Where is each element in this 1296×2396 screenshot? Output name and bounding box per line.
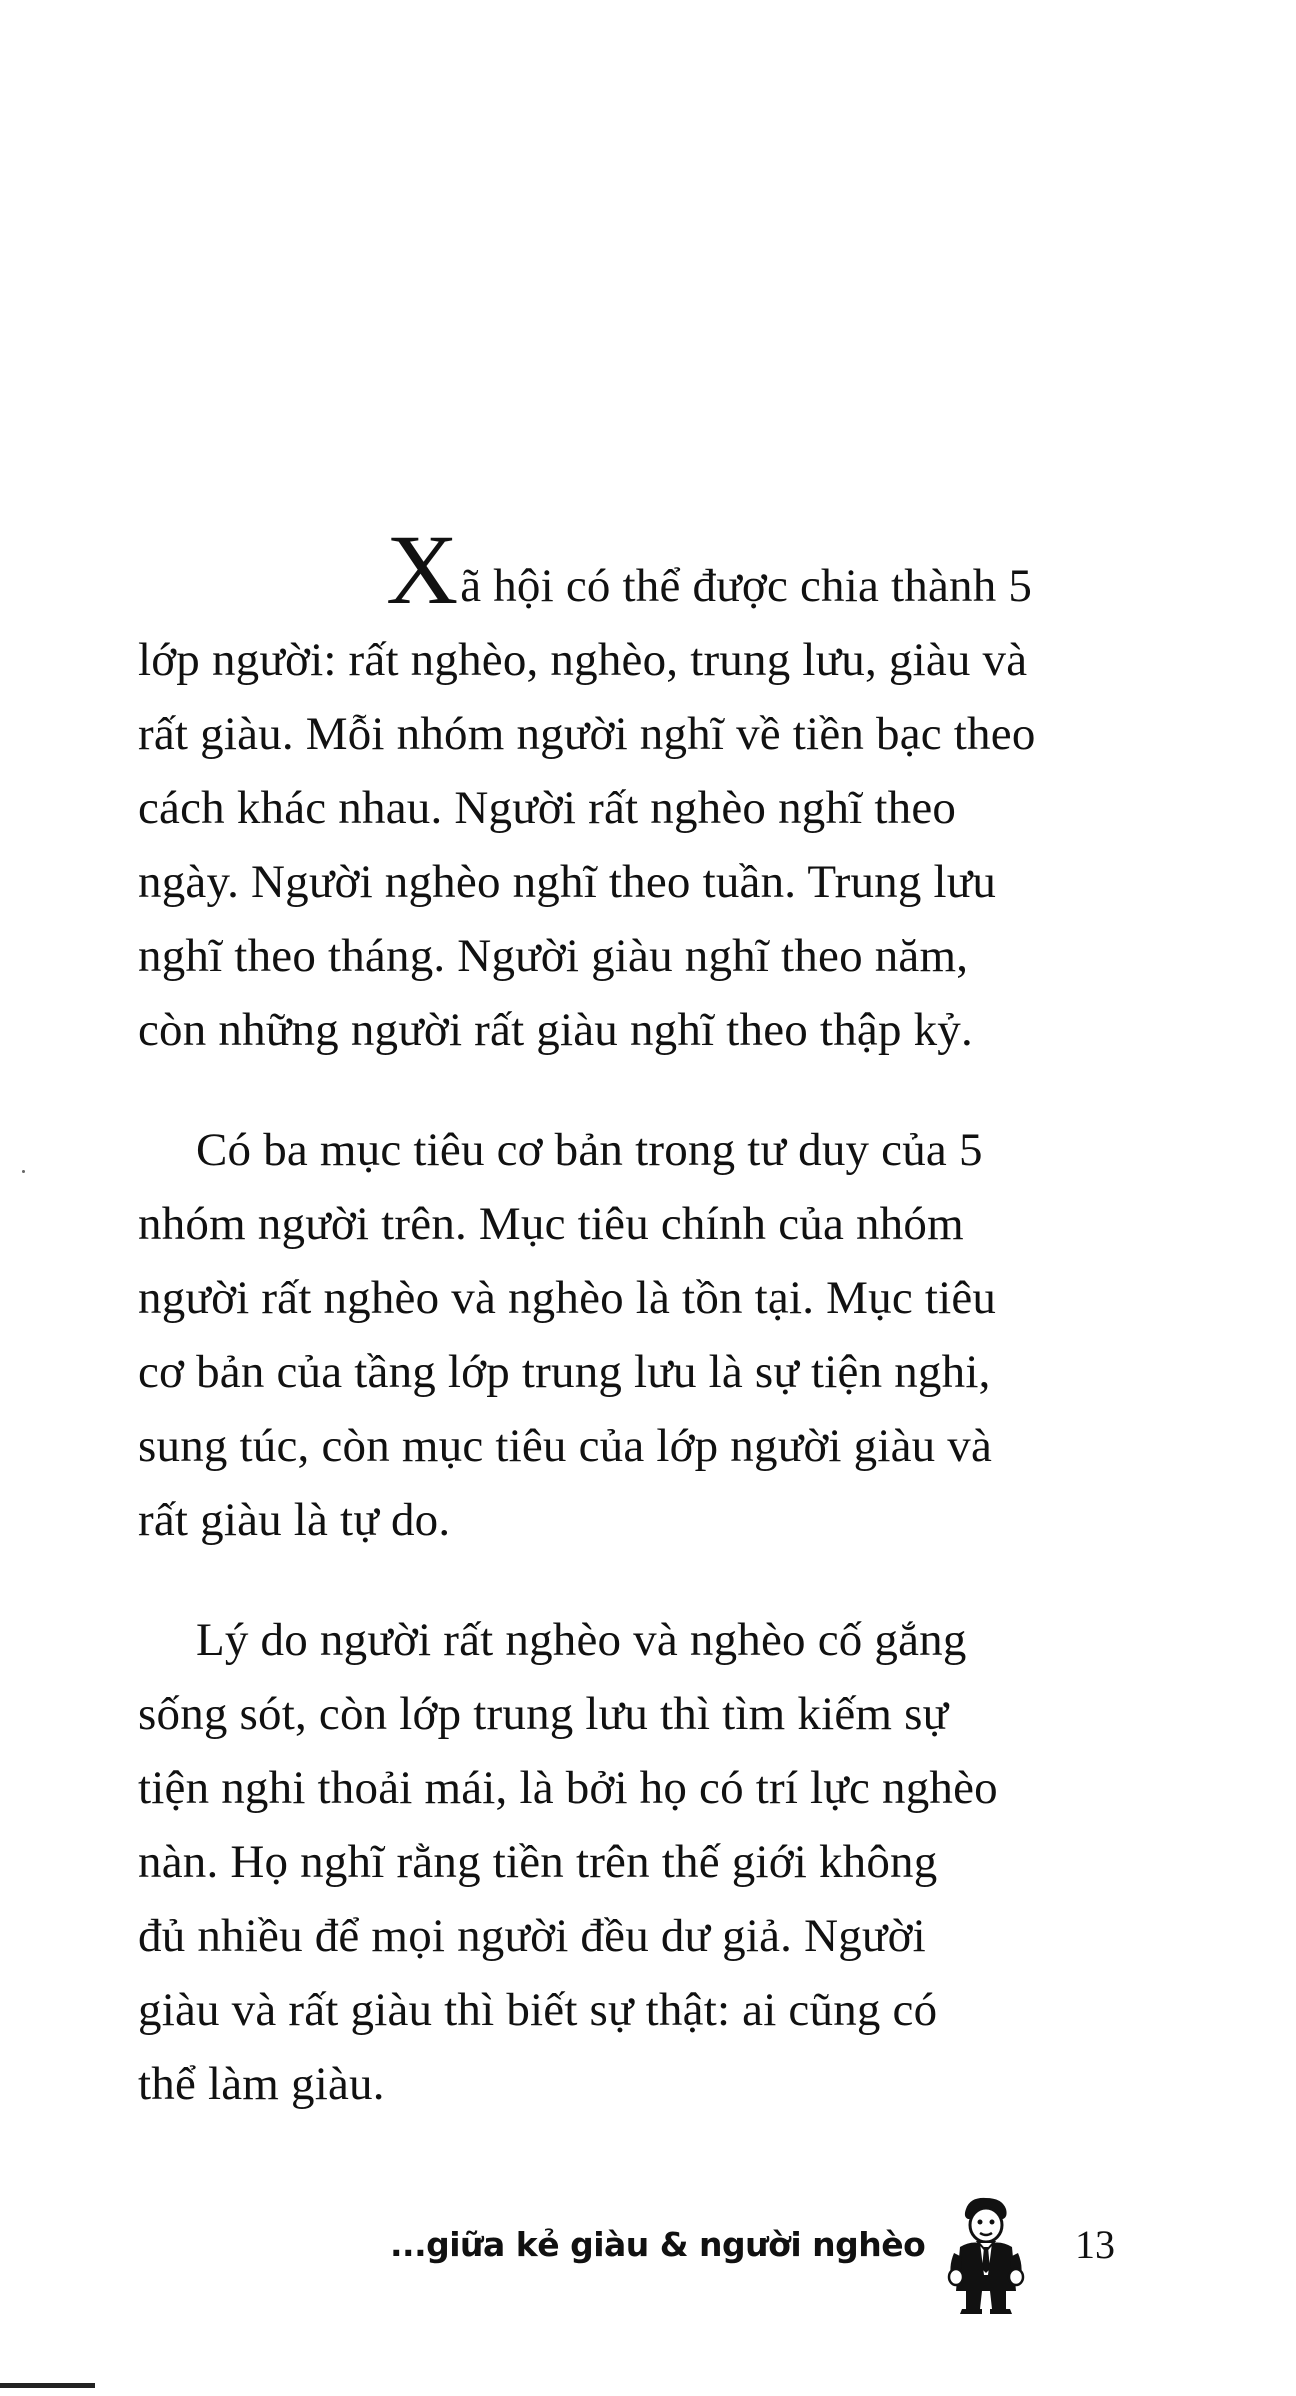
running-head: ...giữa kẻ giàu & người nghèo <box>390 2225 926 2264</box>
line-text: ã hội có thể được chia thành 5 <box>460 560 1033 612</box>
scan-speck <box>22 1170 25 1173</box>
page-number: 13 <box>1075 2222 1115 2267</box>
paragraph-line: cơ bản của tầng lớp trung lưu là sự tiện nghi, <box>138 1346 991 1398</box>
body-text <box>138 514 1108 2167</box>
page-footer <box>0 2195 1296 2315</box>
paragraph-line: rất giàu là tự do. <box>138 1494 451 1546</box>
paragraph-2 <box>138 1113 1108 1557</box>
paragraph-line: rất giàu. Mỗi nhóm người nghĩ về tiền bạc theo <box>138 708 1036 760</box>
paragraph-line: cách khác nhau. Người rất nghèo nghĩ theo <box>138 782 957 834</box>
paragraph-line: nàn. Họ nghĩ rằng tiền trên thế giới không <box>138 1836 938 1888</box>
drop-cap: X <box>386 514 459 625</box>
paragraph-line: đủ nhiều để mọi người đều dư giả. Người <box>138 1910 926 1962</box>
paragraph-line: Có ba mục tiêu cơ bản trong tư duy của 5 <box>196 1124 983 1176</box>
paragraph-line: còn những người rất giàu nghĩ theo thập kỷ. <box>138 1004 973 1056</box>
paragraph-3 <box>138 1603 1108 2121</box>
paragraph-line: nghĩ theo tháng. Người giàu nghĩ theo năm, <box>138 930 969 982</box>
paragraph-line: tiện nghi thoải mái, là bởi họ có trí lực nghèo <box>138 1762 998 1814</box>
paragraph-line: Lý do người rất nghèo và nghèo cố gắng <box>196 1614 967 1666</box>
paragraph-line <box>138 514 1108 625</box>
paragraph-line: người rất nghèo và nghèo là tồn tại. Mục tiêu <box>138 1272 997 1324</box>
bottom-rule <box>0 2383 95 2388</box>
paragraph-1 <box>138 514 1108 1067</box>
paragraph-line: sung túc, còn mục tiêu của lớp người giàu và <box>138 1420 993 1472</box>
paragraph-line: sống sót, còn lớp trung lưu thì tìm kiếm sự <box>138 1688 949 1740</box>
paragraph-line: giàu và rất giàu thì biết sự thật: ai cũng có <box>138 1984 938 2036</box>
paragraph-line: ngày. Người nghèo nghĩ theo tuần. Trung lưu <box>138 856 997 908</box>
man-in-suit-illustration-icon <box>940 2195 1030 2315</box>
paragraph-line: lớp người: rất nghèo, nghèo, trung lưu, giàu và <box>138 634 1028 686</box>
paragraph-line: nhóm người trên. Mục tiêu chính của nhóm <box>138 1198 964 1250</box>
paragraph-line: thể làm giàu. <box>138 2058 385 2110</box>
